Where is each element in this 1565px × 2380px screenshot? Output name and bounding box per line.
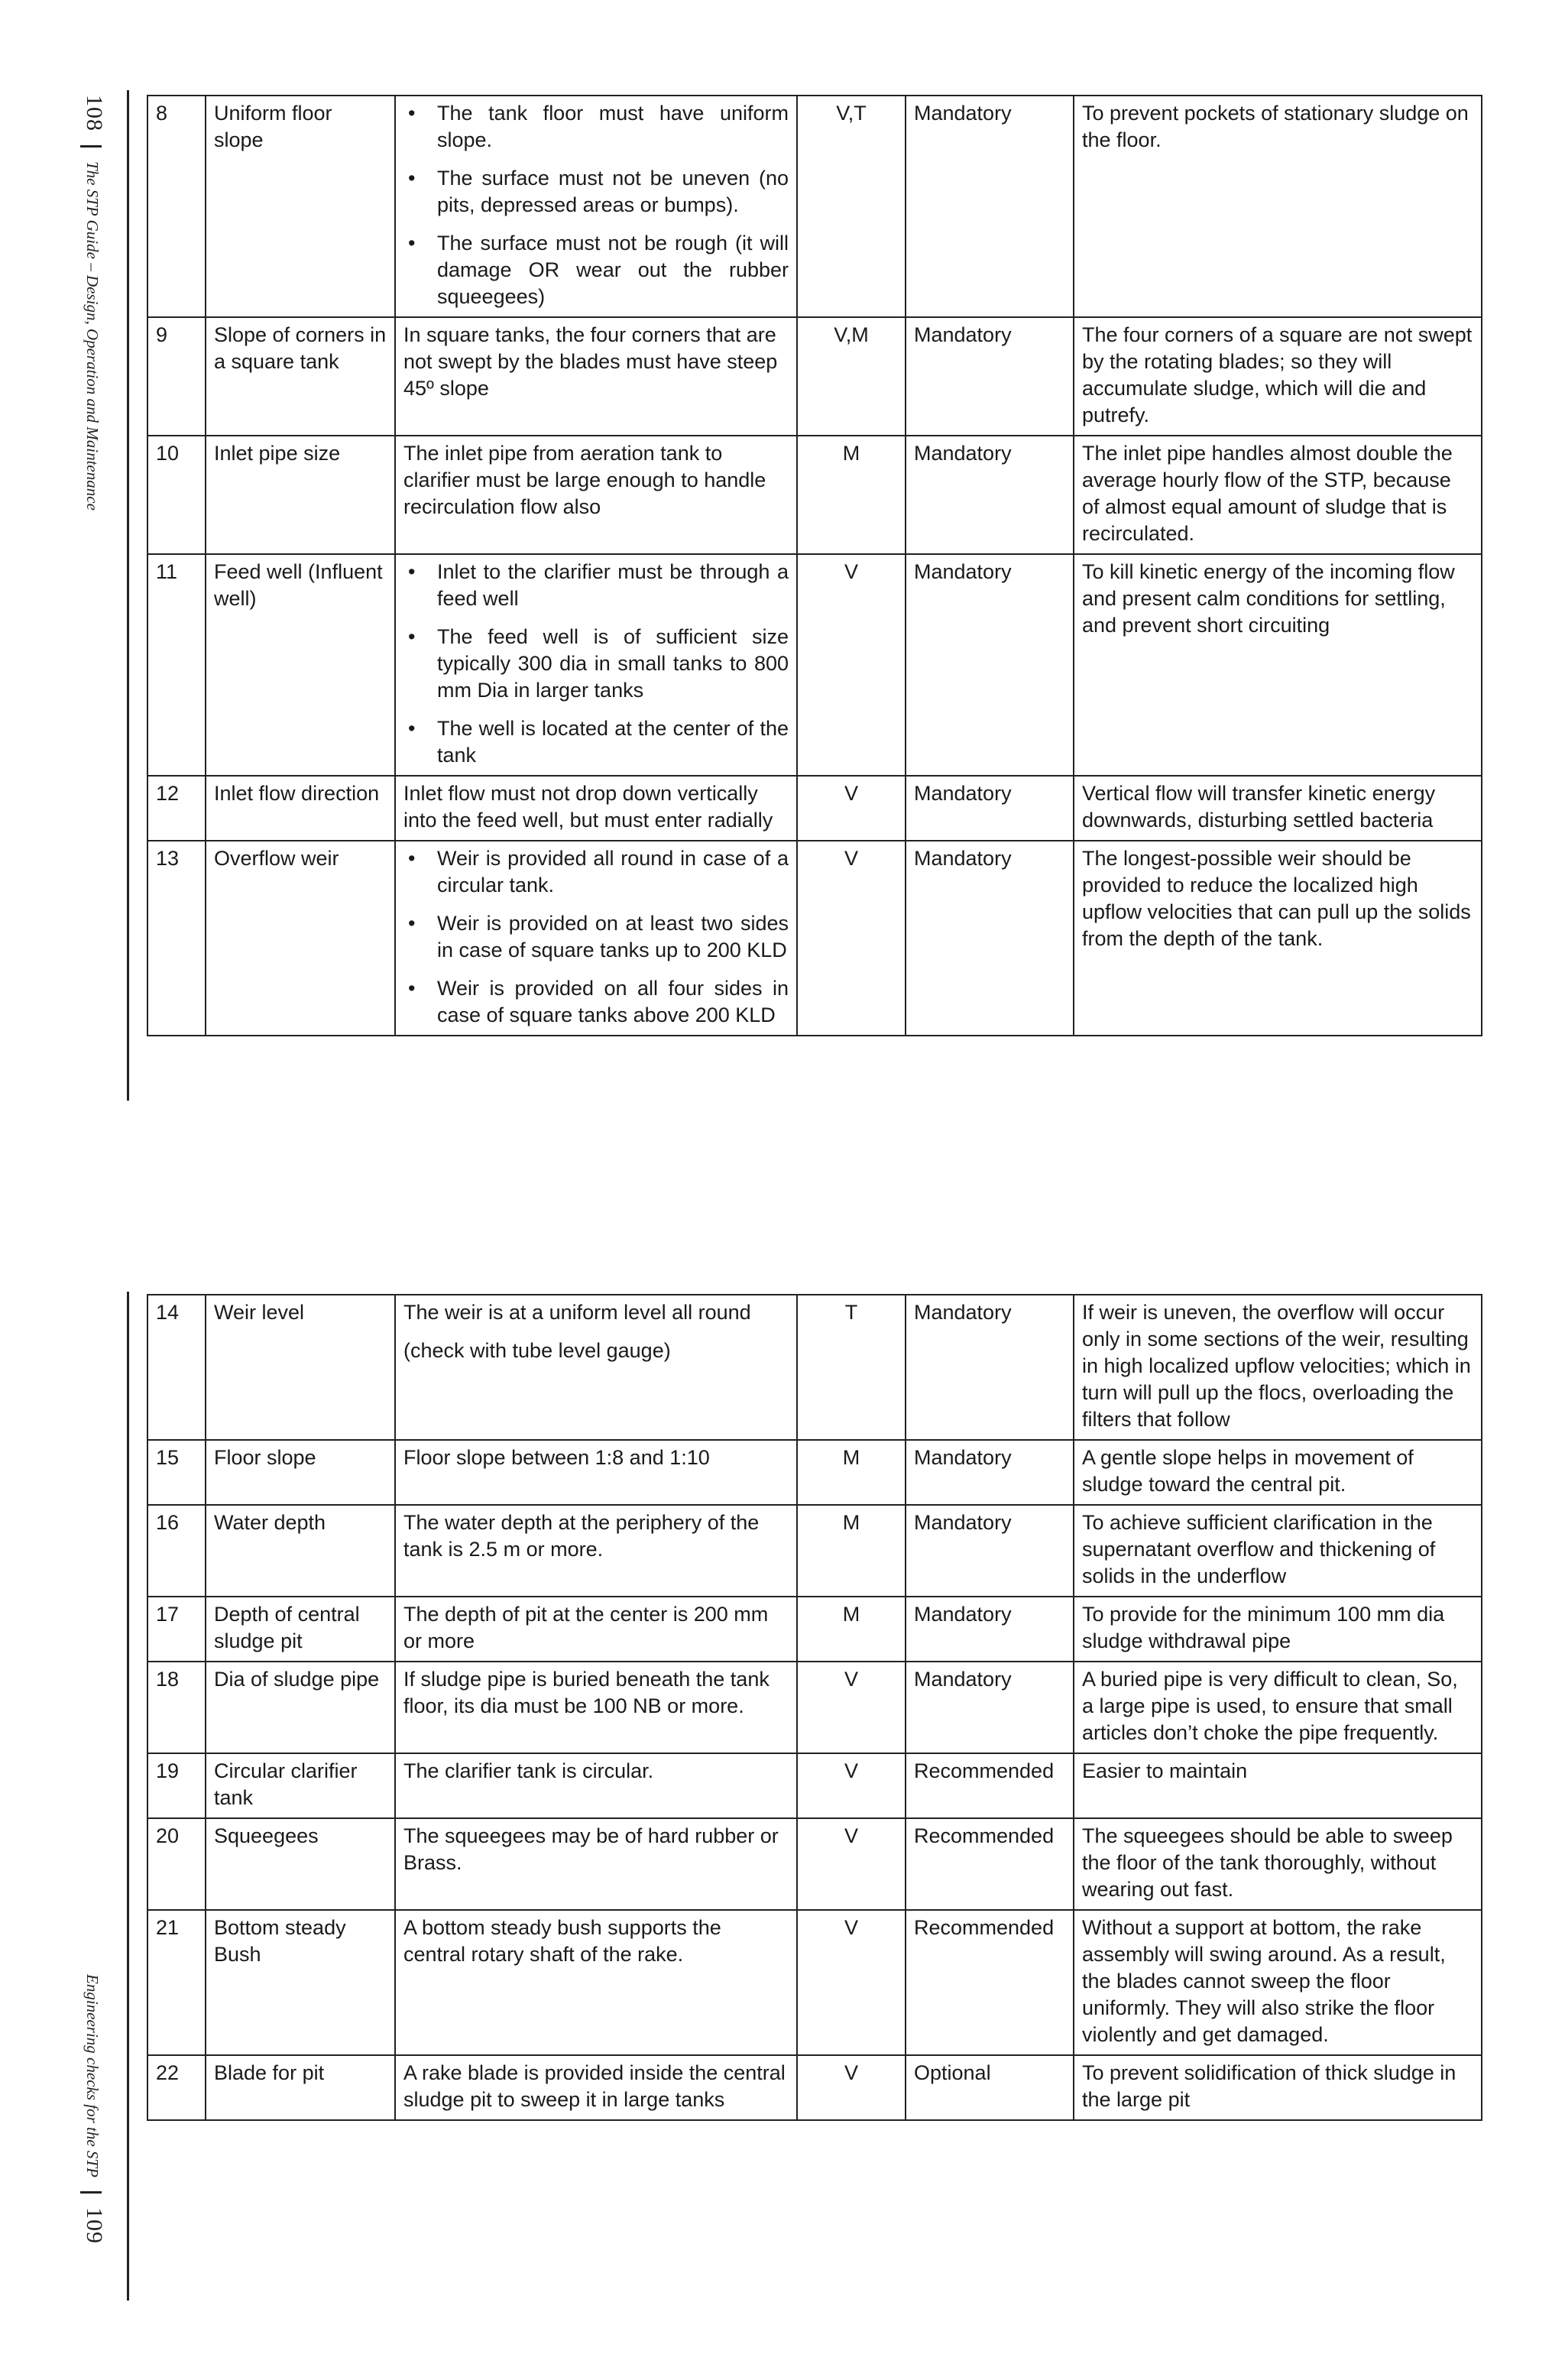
check-method: M [797,1505,906,1597]
table-row [147,96,1482,317]
running-title: The STP Guide – Design, Operation and Maintenance [83,161,102,511]
check-status: Recommended [906,1753,1074,1818]
description-bullet: • The tank floor must have uniform slope. [403,100,789,154]
check-description: The water depth at the periphery of the tank is 2.5 m or more. [395,1505,797,1597]
check-description: If sludge pipe is buried beneath the tank floor, its dia must be 100 NB or more. [395,1662,797,1753]
check-item: Inlet pipe size [206,436,395,554]
check-item: Depth of central sludge pit [206,1597,395,1662]
table-row [147,436,1482,554]
check-reason: The squeegees should be able to sweep the floor of the tank thoroughly, without wearing out fast. [1074,1818,1482,1910]
check-reason: The inlet pipe handles almost double the average hourly flow of the STP, because of almost equal amount of sludge that is recirculated. [1074,436,1482,554]
table-row [147,776,1482,841]
description-bullet: • The feed well is of sufficient size typically 300 dia in small tanks to 800 mm Dia in larger tanks [403,624,789,704]
check-description: The inlet pipe from aeration tank to clarifier must be large enough to handle recirculation flow also [395,436,797,554]
table-row [147,317,1482,436]
check-reason: If weir is uneven, the overflow will occur only in some sections of the weir, resulting in high localized upflow velocities; which in turn will pull up the flocs, overloading the filters that follow [1074,1295,1482,1440]
check-status: Mandatory [906,1295,1074,1440]
row-number: 12 [147,776,206,841]
table-row [147,1818,1482,1910]
check-reason: To achieve sufficient clarification in the supernatant overflow and thickening of solids in the underflow [1074,1505,1482,1597]
row-number: 22 [147,2055,206,2120]
check-status: Mandatory [906,841,1074,1036]
row-number: 17 [147,1597,206,1662]
description-bullet: • The surface must not be rough (it will damage OR wear out the rubber squeegees) [403,230,789,310]
check-reason: A buried pipe is very difficult to clean, So, a large pipe is used, to ensure that small articles don’t choke the pipe frequently. [1074,1662,1482,1753]
row-number: 14 [147,1295,206,1440]
check-status: Mandatory [906,96,1074,317]
row-number: 21 [147,1910,206,2055]
table-row [147,1505,1482,1597]
check-item: Circular clarifier tank [206,1753,395,1818]
row-number: 11 [147,554,206,776]
check-description: Floor slope between 1:8 and 1:10 [395,1440,797,1505]
check-status: Mandatory [906,1440,1074,1505]
check-description: A rake blade is provided inside the central sludge pit to sweep it in large tanks [395,2055,797,2120]
engineering-checks-table-1 [147,95,1482,1036]
check-method: V,M [797,317,906,436]
check-reason: The longest-possible weir should be provided to reduce the localized high upflow velocities that can pull up the solids from the depth of the tank. [1074,841,1482,1036]
check-status: Mandatory [906,1662,1074,1753]
check-item: Dia of sludge pipe [206,1662,395,1753]
description-bullet: • Weir is provided all round in case of a circular tank. [403,845,789,899]
check-method: V [797,1818,906,1910]
table-row [147,1295,1482,1440]
table-row [147,841,1482,1036]
check-item: Weir level [206,1295,395,1440]
description-bullet: • The surface must not be uneven (no pits, depressed areas or bumps). [403,165,789,219]
check-reason: The four corners of a square are not swept by the rotating blades; so they will accumulate sludge, which will die and putrefy. [1074,317,1482,436]
check-status: Recommended [906,1818,1074,1910]
check-item: Blade for pit [206,2055,395,2120]
page-109 [0,1190,1565,2380]
check-method: M [797,1440,906,1505]
margin-rule [127,1292,129,2301]
check-item: Feed well (Influent well) [206,554,395,776]
running-header-right [80,1974,105,2244]
margin-rule [127,90,129,1101]
check-method: M [797,436,906,554]
check-status: Recommended [906,1910,1074,2055]
check-method: V [797,1753,906,1818]
check-item: Uniform floor slope [206,96,395,317]
table-row [147,2055,1482,2120]
description-line: The weir is at a uniform level all round [403,1301,751,1324]
check-description: A bottom steady bush supports the central rotary shaft of the rake. [395,1910,797,2055]
check-reason: To kill kinetic energy of the incoming flow and present calm conditions for settling, and prevent short circuiting [1074,554,1482,776]
check-description: The squeegees may be of hard rubber or Brass. [395,1818,797,1910]
row-number: 18 [147,1662,206,1753]
check-status: Mandatory [906,436,1074,554]
check-description: In square tanks, the four corners that are not swept by the blades must have steep 45º slope [395,317,797,436]
check-item: Overflow weir [206,841,395,1036]
table-row [147,1753,1482,1818]
check-description [395,96,797,317]
check-description [395,841,797,1036]
running-header-left [80,95,105,511]
check-method: V [797,776,906,841]
description-bullet: • The well is located at the center of the tank [403,715,789,769]
check-reason: Easier to maintain [1074,1753,1482,1818]
description-line: (check with tube level gauge) [403,1339,671,1362]
check-status: Mandatory [906,317,1074,436]
row-number: 10 [147,436,206,554]
check-description [395,1295,797,1440]
check-item: Water depth [206,1505,395,1597]
check-method: V [797,1910,906,2055]
header-divider [80,145,102,148]
check-method: M [797,1597,906,1662]
check-item: Bottom steady Bush [206,1910,395,2055]
row-number: 8 [147,96,206,317]
check-reason: A gentle slope helps in movement of sludge toward the central pit. [1074,1440,1482,1505]
check-description [395,554,797,776]
check-item: Floor slope [206,1440,395,1505]
check-method: T [797,1295,906,1440]
row-number: 16 [147,1505,206,1597]
page-number: 109 [82,2207,107,2244]
engineering-checks-table-2 [147,1294,1482,2121]
header-divider [80,2191,102,2194]
check-method: V [797,1662,906,1753]
table-row [147,1440,1482,1505]
check-status: Optional [906,2055,1074,2120]
row-number: 9 [147,317,206,436]
description-bullet: • Weir is provided on all four sides in case of square tanks above 200 KLD [403,975,789,1029]
check-description: The clarifier tank is circular. [395,1753,797,1818]
page-number: 108 [82,95,107,131]
description-bullet: • Weir is provided on at least two sides in case of square tanks up to 200 KLD [403,910,789,964]
row-number: 19 [147,1753,206,1818]
check-method: V,T [797,96,906,317]
check-reason: To prevent pockets of stationary sludge on the floor. [1074,96,1482,317]
check-method: V [797,554,906,776]
check-method: V [797,2055,906,2120]
check-method: V [797,841,906,1036]
check-description: The depth of pit at the center is 200 mm or more [395,1597,797,1662]
check-reason: To prevent solidification of thick sludge in the large pit [1074,2055,1482,2120]
check-status: Mandatory [906,1597,1074,1662]
check-status: Mandatory [906,554,1074,776]
table-row [147,1662,1482,1753]
table-row [147,554,1482,776]
check-item: Slope of corners in a square tank [206,317,395,436]
check-item: Squeegees [206,1818,395,1910]
table-row [147,1597,1482,1662]
check-reason: To provide for the minimum 100 mm dia sludge withdrawal pipe [1074,1597,1482,1662]
check-reason: Vertical flow will transfer kinetic energy downwards, disturbing settled bacteria [1074,776,1482,841]
row-number: 20 [147,1818,206,1910]
row-number: 13 [147,841,206,1036]
check-status: Mandatory [906,776,1074,841]
running-title: Engineering checks for the STP [83,1974,102,2177]
check-description: Inlet flow must not drop down vertically into the feed well, but must enter radially [395,776,797,841]
check-reason: Without a support at bottom, the rake assembly will swing around. As a result, the blades cannot sweep the floor uniformly. They will also strike the floor violently and get damaged. [1074,1910,1482,2055]
check-status: Mandatory [906,1505,1074,1597]
table-row [147,1910,1482,2055]
row-number: 15 [147,1440,206,1505]
check-item: Inlet flow direction [206,776,395,841]
description-bullet: • Inlet to the clarifier must be through a feed well [403,559,789,612]
